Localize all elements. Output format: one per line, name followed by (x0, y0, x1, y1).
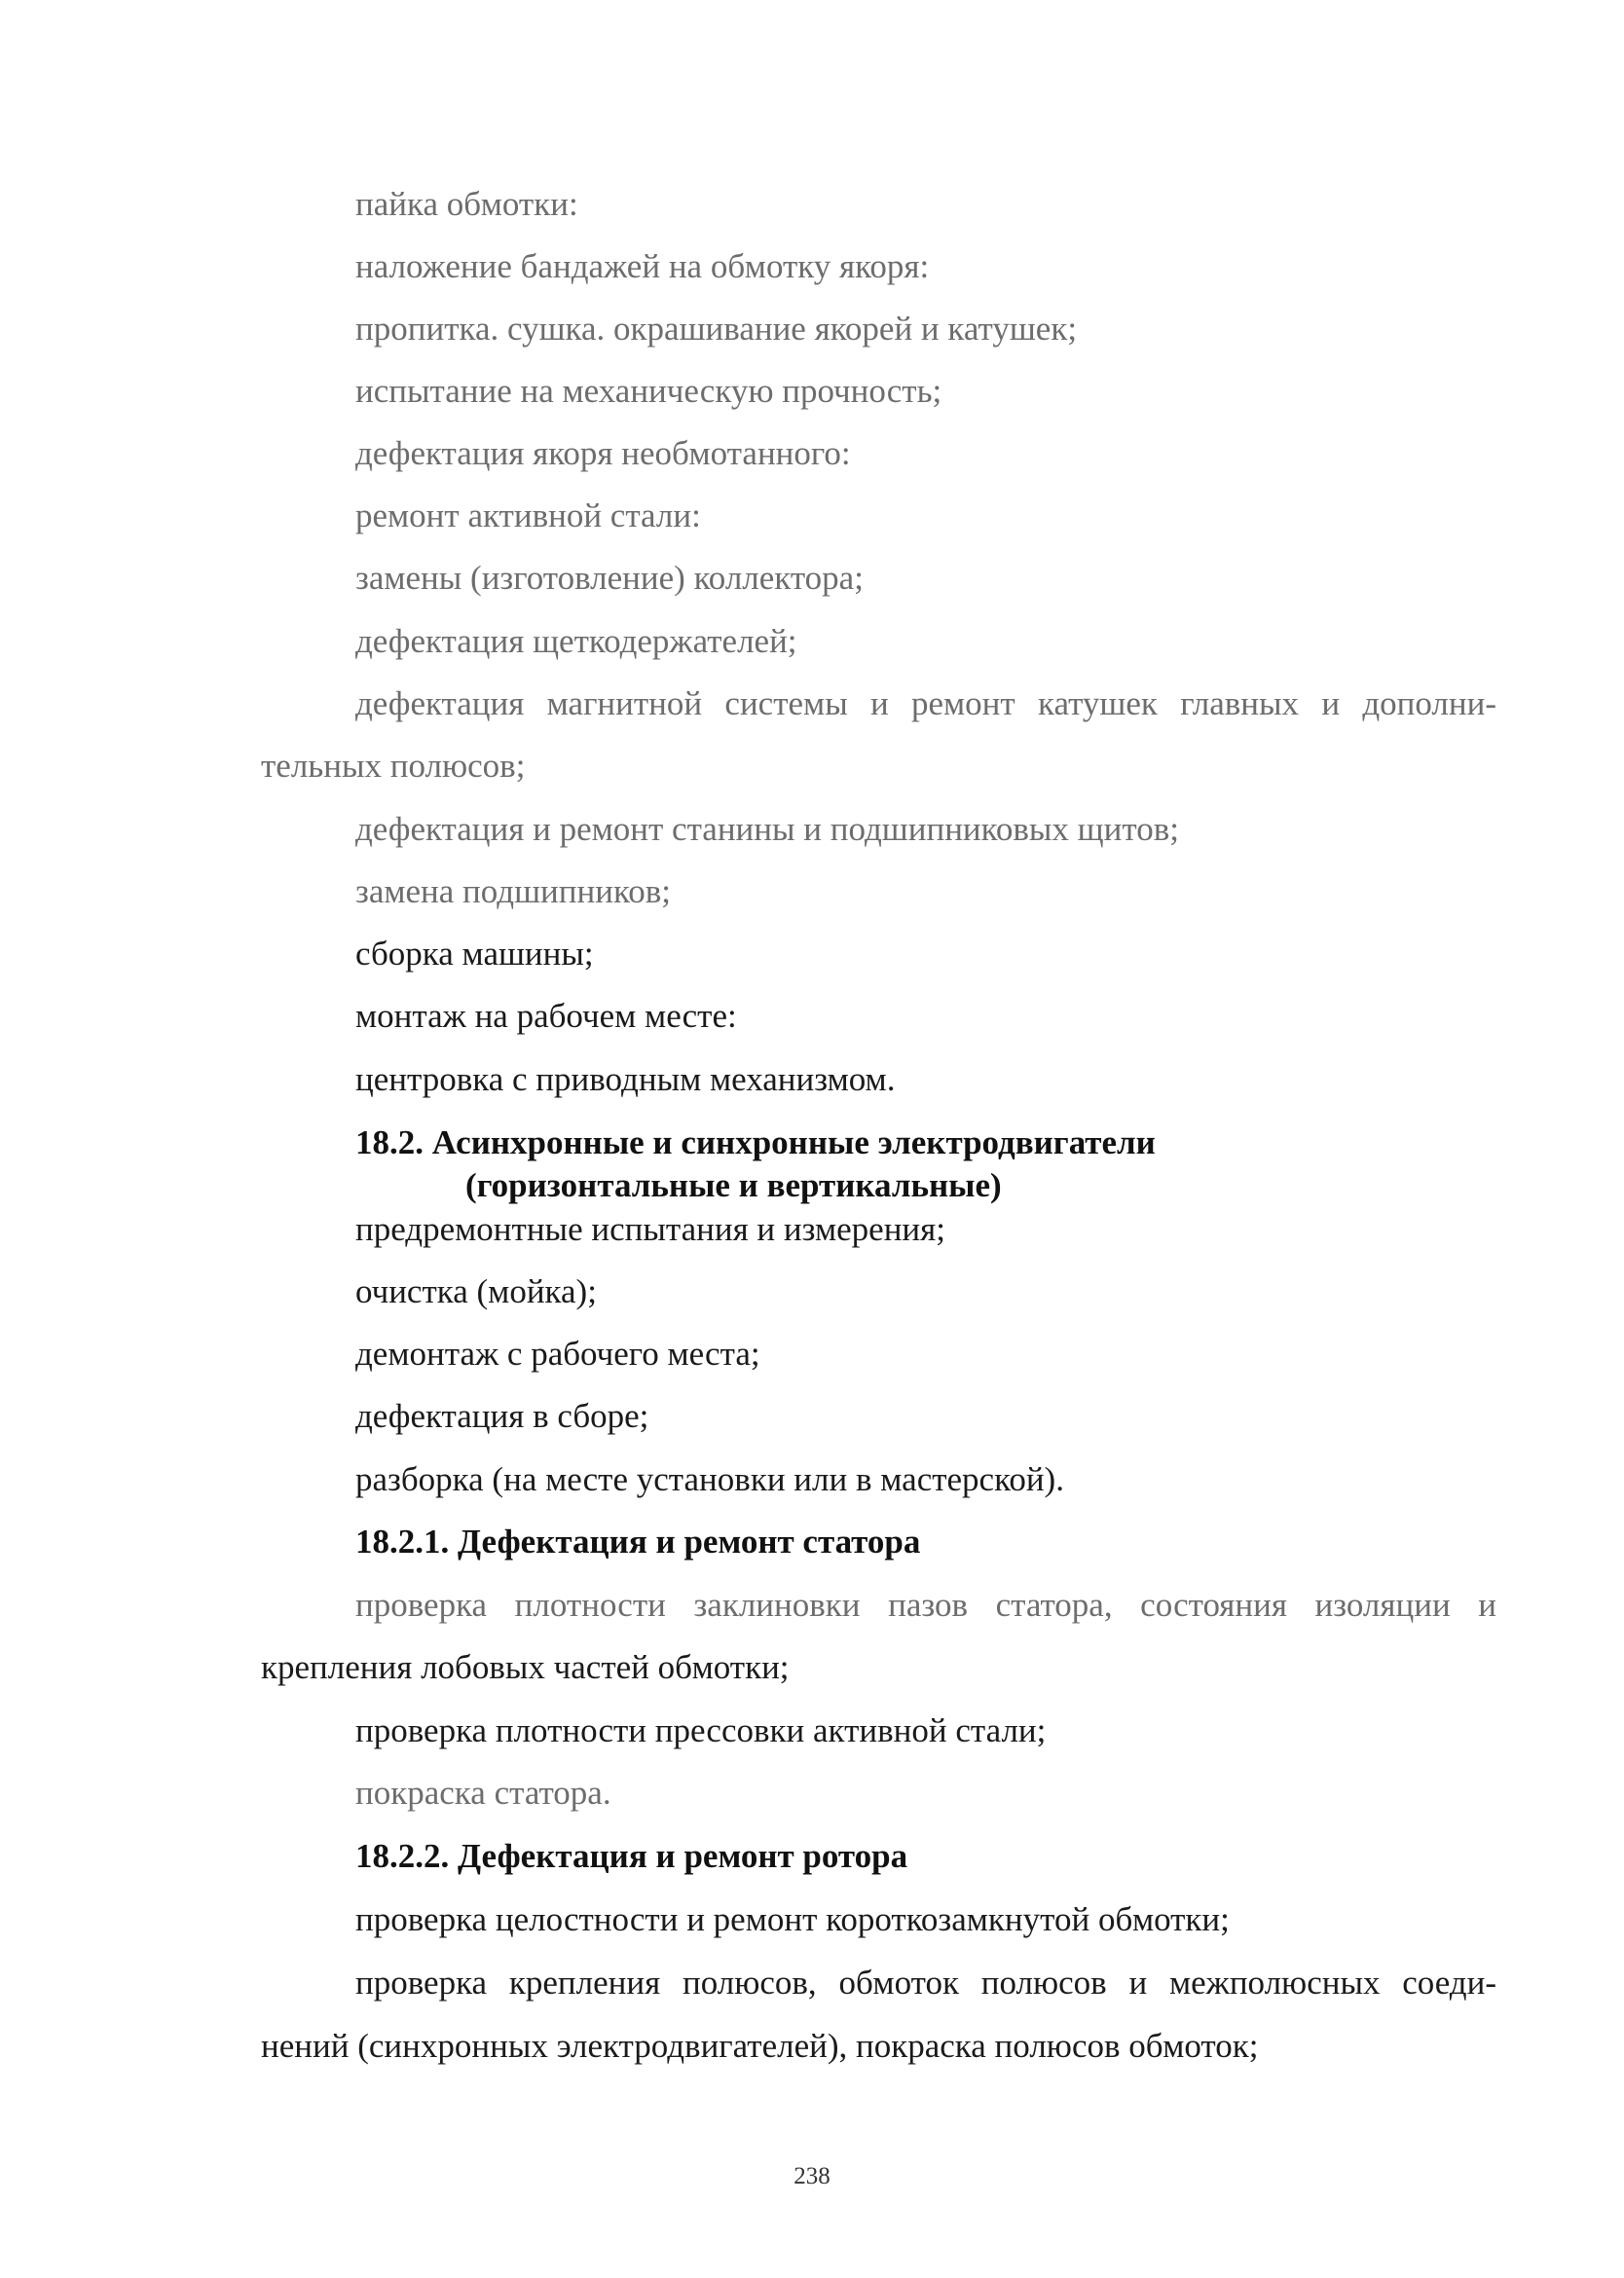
page-number: 238 (794, 2163, 830, 2189)
paragraph-first-line: дефектация магнитной системы и ремонт катушек главных и дополни- (355, 684, 1496, 722)
list-item: дефектация щеткодержателей; (355, 622, 797, 660)
paragraph-continuation: нений (синхронных электродвигателей), покраска полюсов обмоток; (261, 2027, 1259, 2065)
section-heading-18-2-subtitle: (горизонтальные и вертикальные) (465, 1166, 1002, 1204)
list-item: ремонт активной стали: (355, 496, 701, 534)
list-item: демонтаж с рабочего места; (355, 1335, 760, 1373)
list-item: наложение бандажей на обмотку якоря: (355, 247, 930, 285)
list-item: замены (изготовление) коллектора; (355, 559, 864, 597)
list-item: дефектация якоря необмотанного: (355, 434, 851, 472)
section-heading-18-2-2: 18.2.2. Дефектация и ремонт ротора (355, 1837, 908, 1875)
list-item: очистка (мойка); (355, 1272, 597, 1310)
section-heading-18-2: 18.2. Асинхронные и синхронные электродвигатели (355, 1123, 1156, 1161)
list-item: сборка машины; (355, 935, 594, 973)
list-item: разборка (на месте установки или в мастерской). (355, 1460, 1064, 1498)
list-item: предремонтные испытания и измерения; (355, 1210, 945, 1248)
list-item: пропитка. сушка. окрашивание якорей и катушек; (355, 310, 1078, 348)
list-item: проверка целостности и ремонт короткозамкнутой обмотки; (355, 1900, 1230, 1938)
list-item: дефектация и ремонт станины и подшипниковых щитов; (355, 810, 1179, 848)
paragraph-first-line: проверка плотности заклиновки пазов статора, состояния изоляции и (355, 1586, 1496, 1624)
list-item: пайка обмотки: (355, 185, 578, 223)
list-item: центровка с приводным механизмом. (355, 1060, 896, 1098)
paragraph-first-line: проверка крепления полюсов, обмоток полюсов и межполюсных соеди- (355, 1964, 1496, 2002)
list-item: дефектация в сборе; (355, 1397, 649, 1435)
paragraph-continuation: тельных полюсов; (261, 747, 526, 785)
list-item: покраска статора. (355, 1774, 611, 1812)
list-item: замена подшипников; (355, 872, 671, 910)
list-item: испытание на механическую прочность; (355, 372, 942, 410)
list-item: монтаж на рабочем месте: (355, 997, 737, 1035)
section-heading-18-2-1: 18.2.1. Дефектация и ремонт статора (355, 1523, 921, 1561)
paragraph-continuation: крепления лобовых частей обмотки; (261, 1648, 790, 1686)
list-item: проверка плотности прессовки активной стали; (355, 1711, 1047, 1749)
